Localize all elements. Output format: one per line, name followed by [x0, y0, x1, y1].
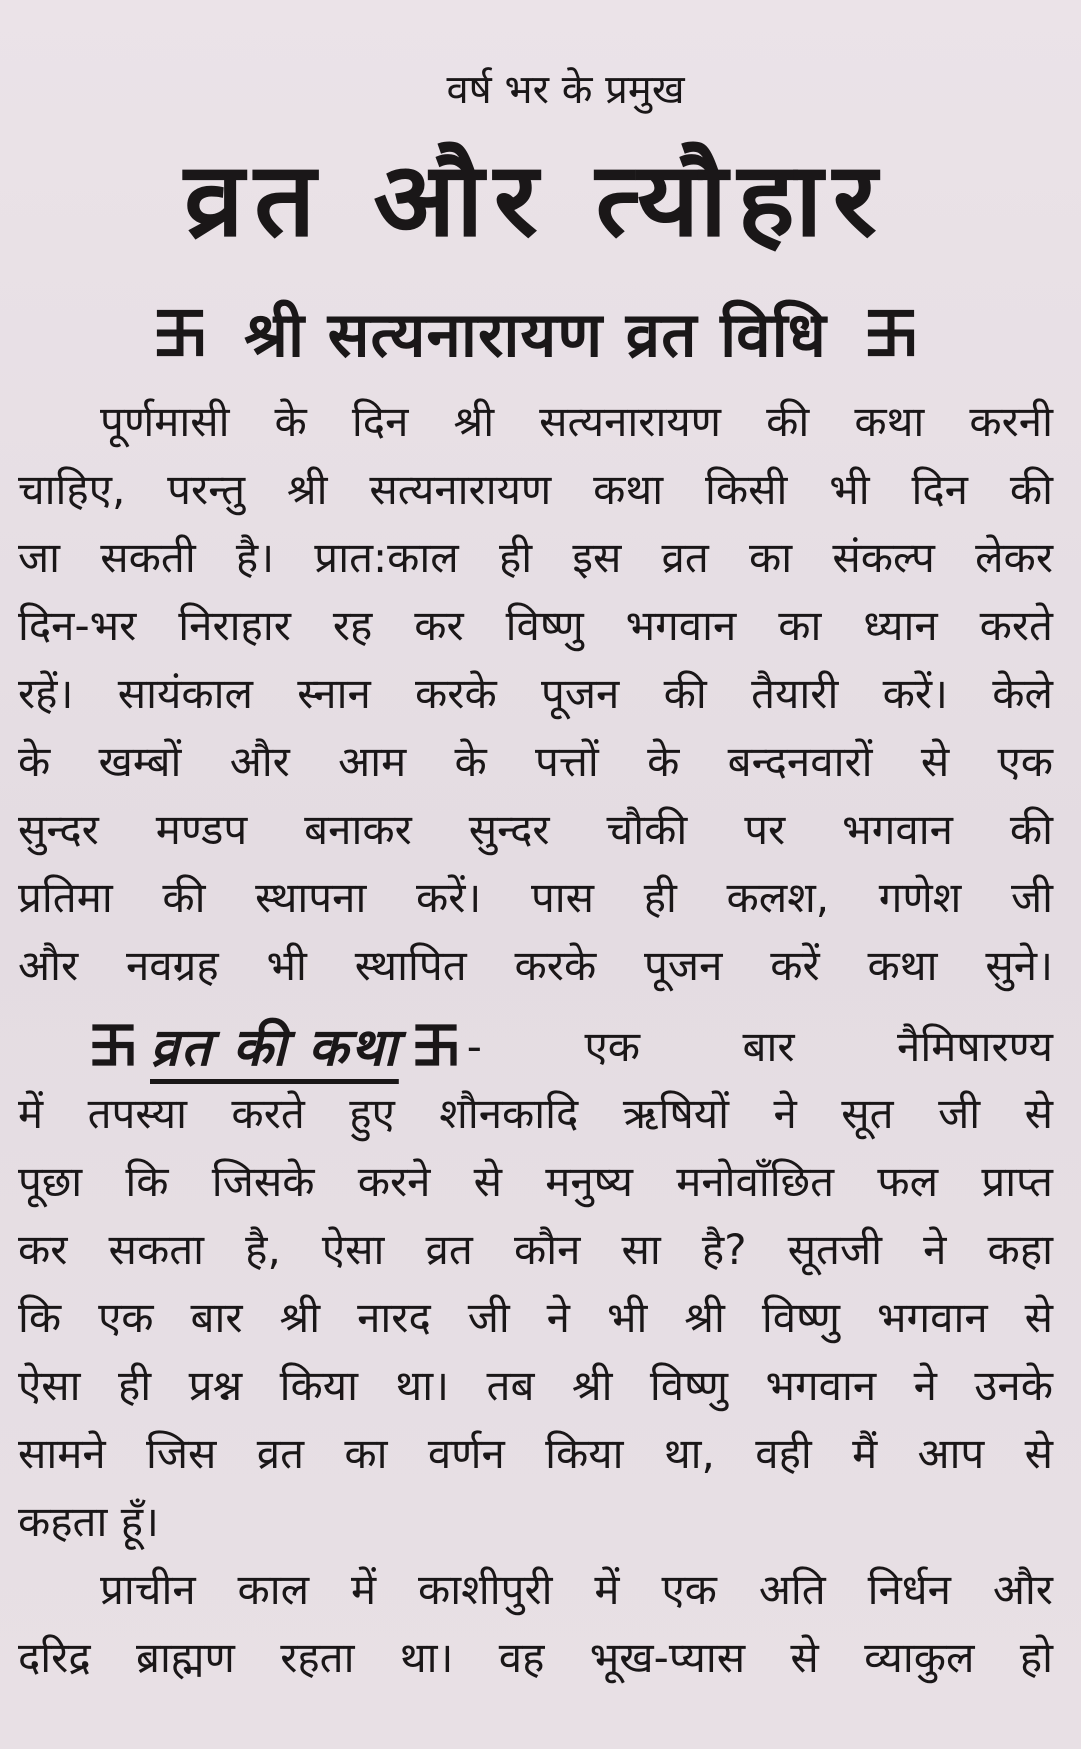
- katha-heading: व्रत की कथा: [150, 1017, 399, 1078]
- text-line: चाहिए, परन्तु श्री सत्यनारायण कथा किसी भी दिन की: [18, 465, 1053, 514]
- swastika-icon: [152, 305, 208, 361]
- paragraph-vidhi: [18, 388, 1053, 1000]
- text-line: जा सकती है। प्रात:काल ही इस व्रत का संकल्प लेकर: [18, 533, 1053, 582]
- subtitle: वर्ष भर के प्रमुख: [446, 67, 685, 113]
- text-line: और नवग्रह भी स्थापित करके पूजन करें कथा सुने।: [18, 941, 1053, 990]
- text-line: दरिद्र ब्राह्मण रहता था। वह भूख-प्यास से व्याकुल हो: [18, 1633, 1053, 1682]
- section-heading: [18, 292, 1053, 374]
- text-line: रहें। सायंकाल स्नान करके पूजन की तैयारी करें। केले: [18, 669, 1053, 718]
- text-line: कर सकता है, ऐसा व्रत कौन सा है? सूतजी ने कहा: [18, 1225, 1053, 1274]
- text-line: प्राचीन काल में काशीपुरी में एक अति निर्धन और: [100, 1565, 1053, 1614]
- text-line: सुन्दर मण्डप बनाकर सुन्दर चौकी पर भगवान की: [18, 805, 1053, 854]
- text-line: पूछा कि जिसके करने से मनुष्य मनोवाँछित फल प्राप्त: [18, 1157, 1053, 1206]
- swastika-icon: [863, 305, 919, 361]
- text-line: प्रतिमा की स्थापना करें। पास ही कलश, गणेश जी: [18, 873, 1053, 922]
- section-title: श्री सत्यनारायण व्रत विधि: [244, 298, 827, 371]
- swastika-icon: [88, 1020, 138, 1070]
- main-title: व्रत और त्यौहार: [184, 141, 887, 260]
- text-line: दिन-भर निराहार रह कर विष्णु भगवान का ध्यान करते: [18, 601, 1053, 650]
- swastika-icon: [411, 1020, 461, 1070]
- paragraph-brahmin: [18, 1556, 1053, 1692]
- katha-heading-row: [18, 1010, 1053, 1080]
- katha-first-line: - एक बार नैमिषारण्य: [466, 1021, 1053, 1071]
- text-line: के खम्बों और आम के पत्तों के बन्दनवारों से एक: [18, 737, 1053, 786]
- paragraph-katha: [18, 1080, 1053, 1556]
- text-line: कि एक बार श्री नारद जी ने भी श्री विष्णु भगवान से: [18, 1293, 1053, 1342]
- text-line: कहता हूँ।: [18, 1497, 159, 1546]
- text-line: सामने जिस व्रत का वर्णन किया था, वही मैं आप से: [18, 1429, 1053, 1478]
- text-line: पूर्णमासी के दिन श्री सत्यनारायण की कथा करनी: [100, 397, 1053, 446]
- text-line: में तपस्या करते हुए शौनकादि ऋषियों ने सूत जी से: [18, 1089, 1053, 1138]
- text-line: ऐसा ही प्रश्न किया था। तब श्री विष्णु भगवान ने उनके: [18, 1361, 1053, 1410]
